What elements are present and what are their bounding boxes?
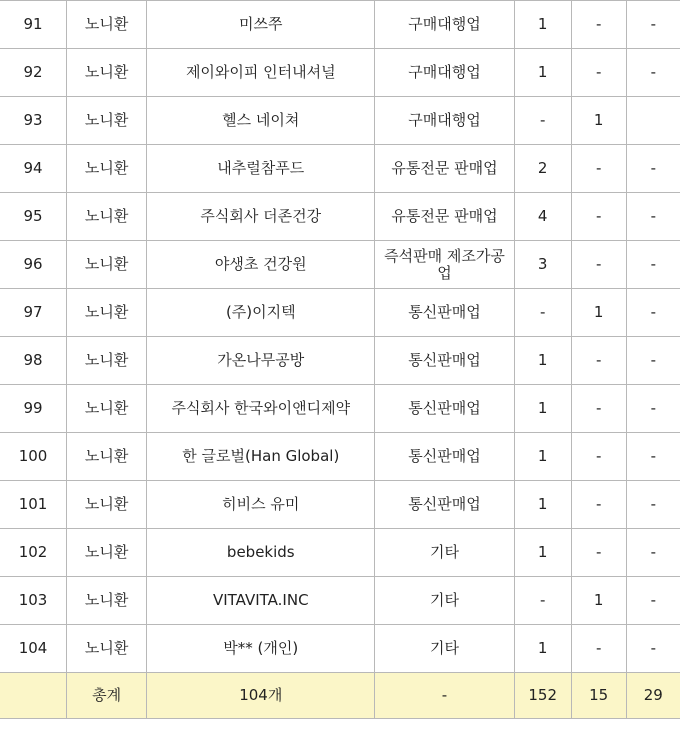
row-number-cell: 94	[0, 145, 67, 193]
count-col-2-cell: -	[571, 337, 626, 385]
row-number-cell: 101	[0, 481, 67, 529]
business-type-cell: 구매대행업	[375, 97, 514, 145]
count-col-3-cell: -	[626, 625, 680, 673]
table-row	[0, 337, 680, 385]
company-name-cell: 야생초 건강원	[147, 241, 375, 289]
table-row	[0, 97, 680, 145]
table-row	[0, 49, 680, 97]
count-col-1-cell: 1	[514, 433, 571, 481]
product-name-cell: 노니환	[67, 145, 147, 193]
total-count-2-cell: 15	[571, 673, 626, 719]
company-name-cell: (주)이지텍	[147, 289, 375, 337]
company-name-cell: 주식회사 한국와이앤디제약	[147, 385, 375, 433]
row-number-cell: 99	[0, 385, 67, 433]
count-col-2-cell: -	[571, 385, 626, 433]
count-col-3-cell: -	[626, 337, 680, 385]
table-row	[0, 241, 680, 289]
business-type-cell: 구매대행업	[375, 49, 514, 97]
table-row	[0, 385, 680, 433]
count-col-1-cell: 4	[514, 193, 571, 241]
count-col-2-cell: -	[571, 241, 626, 289]
company-name-cell: 내추럴참푸드	[147, 145, 375, 193]
count-col-3-cell	[626, 97, 680, 145]
product-name-cell: 노니환	[67, 241, 147, 289]
count-col-3-cell: -	[626, 433, 680, 481]
company-name-cell: 미쓰쭈	[147, 1, 375, 49]
count-col-3-cell: -	[626, 289, 680, 337]
business-type-cell: 기타	[375, 625, 514, 673]
business-type-cell: 통신판매업	[375, 481, 514, 529]
count-col-1-cell: 1	[514, 385, 571, 433]
company-name-cell: bebekids	[147, 529, 375, 577]
count-col-1-cell: 3	[514, 241, 571, 289]
table-row	[0, 529, 680, 577]
table-row	[0, 1, 680, 49]
count-col-2-cell: -	[571, 145, 626, 193]
table-row	[0, 433, 680, 481]
table-row	[0, 481, 680, 529]
total-count-3-cell: 29	[626, 673, 680, 719]
count-col-1-cell: 1	[514, 49, 571, 97]
count-col-2-cell: -	[571, 433, 626, 481]
total-label-cell: 총계	[67, 673, 147, 719]
row-number-cell: 102	[0, 529, 67, 577]
count-col-3-cell: -	[626, 1, 680, 49]
count-col-2-cell: 1	[571, 289, 626, 337]
count-col-1-cell: -	[514, 97, 571, 145]
count-col-3-cell: -	[626, 145, 680, 193]
count-col-3-cell: -	[626, 49, 680, 97]
business-type-cell: 유통전문 판매업	[375, 193, 514, 241]
table-row	[0, 145, 680, 193]
row-number-cell: 97	[0, 289, 67, 337]
count-col-2-cell: -	[571, 625, 626, 673]
count-col-1-cell: 1	[514, 625, 571, 673]
product-name-cell: 노니환	[67, 385, 147, 433]
count-col-1-cell: 1	[514, 529, 571, 577]
business-type-cell: 기타	[375, 577, 514, 625]
total-company-count-cell: 104개	[147, 673, 375, 719]
row-number-cell: 93	[0, 97, 67, 145]
count-col-2-cell: -	[571, 193, 626, 241]
table-row	[0, 577, 680, 625]
table-body	[0, 1, 680, 719]
company-name-cell: 히비스 유미	[147, 481, 375, 529]
company-name-cell: 주식회사 더존건강	[147, 193, 375, 241]
total-row	[0, 673, 680, 719]
row-number-cell: 96	[0, 241, 67, 289]
count-col-2-cell: -	[571, 49, 626, 97]
count-col-3-cell: -	[626, 529, 680, 577]
total-count-1-cell: 152	[514, 673, 571, 719]
company-name-cell: 헬스 네이쳐	[147, 97, 375, 145]
count-col-1-cell: 1	[514, 481, 571, 529]
business-type-cell: 즉석판매 제조가공업	[375, 241, 514, 289]
row-number-cell: 104	[0, 625, 67, 673]
row-number-cell: 95	[0, 193, 67, 241]
business-type-cell: 통신판매업	[375, 337, 514, 385]
company-name-cell: VITAVITA.INC	[147, 577, 375, 625]
row-number-cell: 103	[0, 577, 67, 625]
count-col-1-cell: -	[514, 577, 571, 625]
count-col-2-cell: -	[571, 529, 626, 577]
row-number-cell: 92	[0, 49, 67, 97]
business-type-cell: 통신판매업	[375, 289, 514, 337]
product-name-cell: 노니환	[67, 97, 147, 145]
count-col-2-cell: -	[571, 481, 626, 529]
table-row	[0, 625, 680, 673]
count-col-3-cell: -	[626, 241, 680, 289]
company-name-cell: 제이와이피 인터내셔널	[147, 49, 375, 97]
product-name-cell: 노니환	[67, 433, 147, 481]
business-type-cell: 유통전문 판매업	[375, 145, 514, 193]
company-name-cell: 박** (개인)	[147, 625, 375, 673]
row-number-cell: 91	[0, 1, 67, 49]
count-col-3-cell: -	[626, 577, 680, 625]
business-type-cell: 통신판매업	[375, 433, 514, 481]
count-col-2-cell: -	[571, 1, 626, 49]
product-name-cell: 노니환	[67, 577, 147, 625]
company-name-cell: 한 글로벌(Han Global)	[147, 433, 375, 481]
count-col-2-cell: 1	[571, 97, 626, 145]
product-name-cell: 노니환	[67, 1, 147, 49]
product-name-cell: 노니환	[67, 481, 147, 529]
business-type-cell: 구매대행업	[375, 1, 514, 49]
count-col-2-cell: 1	[571, 577, 626, 625]
row-number-cell: 100	[0, 433, 67, 481]
count-col-3-cell: -	[626, 193, 680, 241]
table-row	[0, 289, 680, 337]
table-row	[0, 193, 680, 241]
product-name-cell: 노니환	[67, 49, 147, 97]
count-col-1-cell: 2	[514, 145, 571, 193]
count-col-3-cell: -	[626, 385, 680, 433]
count-col-1-cell: 1	[514, 1, 571, 49]
total-business-cell: -	[375, 673, 514, 719]
row-number-cell: 98	[0, 337, 67, 385]
business-type-cell: 기타	[375, 529, 514, 577]
product-name-cell: 노니환	[67, 289, 147, 337]
count-col-1-cell: -	[514, 289, 571, 337]
total-blank-cell	[0, 673, 67, 719]
count-col-3-cell: -	[626, 481, 680, 529]
product-name-cell: 노니환	[67, 337, 147, 385]
product-name-cell: 노니환	[67, 193, 147, 241]
product-name-cell: 노니환	[67, 625, 147, 673]
product-name-cell: 노니환	[67, 529, 147, 577]
business-type-cell: 통신판매업	[375, 385, 514, 433]
count-col-1-cell: 1	[514, 337, 571, 385]
company-name-cell: 가온나무공방	[147, 337, 375, 385]
